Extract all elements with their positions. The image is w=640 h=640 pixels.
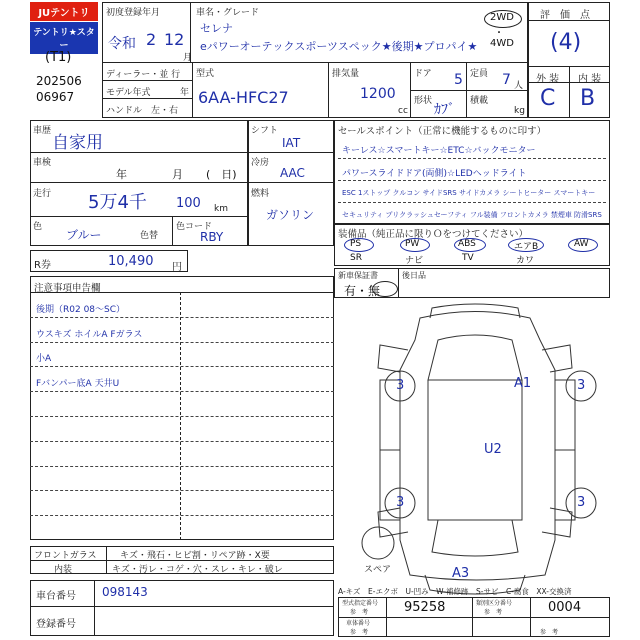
exterior-label: 外 装: [536, 74, 560, 85]
fuel-label: 燃料: [251, 189, 270, 199]
mark-u2: U2: [484, 442, 502, 457]
equip-airbag: エアB: [514, 242, 539, 252]
capacity-unit: 人: [514, 81, 524, 91]
chassis-label: 車台番号: [36, 591, 76, 602]
class-sub-2: 参 考: [540, 629, 559, 636]
doors-label: ドア: [414, 69, 432, 79]
recycle-label: R券: [34, 260, 51, 271]
inspection-month: 月: [172, 168, 183, 181]
sales-point-line-3: ESC 1ストップ クルコン サイドSRS サイドカメラ シートヒーター スマートキー: [342, 189, 596, 197]
equip-aw: AW: [574, 239, 589, 249]
class-number-value: 0004: [548, 600, 582, 615]
evaluation-score: (4): [550, 30, 582, 55]
ac-value: AAC: [280, 166, 305, 180]
capacity-label: 定員: [470, 69, 489, 79]
drive-dot: ・: [494, 28, 504, 39]
notes-label: 注意事項申告欄: [34, 283, 101, 294]
recycle-unit: 円: [172, 262, 182, 273]
inspection-label: 車検: [33, 158, 52, 168]
mark-a1: A1: [514, 376, 532, 391]
mark-a3: A3: [452, 566, 470, 581]
logo-top: JUテントリ: [30, 2, 98, 21]
interior-label: 内 装: [578, 74, 602, 85]
load-unit: kg: [514, 106, 525, 116]
front-glass-label: フロントガラス: [34, 551, 97, 561]
equip-navi: ナビ: [405, 256, 424, 266]
displacement-value: 1200: [360, 86, 396, 102]
notes-box: [30, 276, 334, 540]
load-label: 積載: [470, 96, 489, 106]
capacity-value: 7: [502, 72, 511, 88]
inspection-year: 年: [116, 168, 127, 181]
id-line1: 202506: [36, 74, 82, 88]
mileage-unit: km: [214, 204, 228, 214]
color-code-label: 色コード: [176, 222, 213, 232]
evaluation-label: 評 価 点: [540, 10, 590, 21]
sales-point-line-4: セキュリティ プリクラッシュセーフティ フル装備 フロントカメラ 禁煙車 防滑SRS: [342, 211, 602, 219]
mark-rear-right-tyre: 3: [577, 495, 586, 510]
registration-month-unit: 月: [183, 53, 193, 63]
class-number-sub: 参 考: [484, 609, 503, 616]
shape-label: 形状: [414, 96, 433, 106]
interior-grade: B: [580, 86, 596, 111]
color-change-label: 色替: [140, 231, 159, 241]
shift-label: シフト: [251, 126, 279, 136]
type-label: 型式: [196, 69, 215, 79]
interior-cond-value: キズ・汚レ・コゲ・穴・スレ・キレ・破レ: [112, 565, 283, 575]
usage-label: 車歴: [33, 126, 52, 136]
model-year-label: モデル年式: [106, 88, 151, 98]
inspection-day: ( 日): [206, 168, 237, 181]
equip-sr: SR: [350, 253, 362, 263]
type-number-sub: 参 考: [350, 609, 369, 616]
mileage-value: 5万4千: [88, 192, 147, 213]
mileage-label: 走行: [33, 189, 52, 199]
lot-code: (T1): [45, 50, 72, 65]
sales-point-line-2: パワースライドドア(両側)☆LEDヘッドライト: [342, 169, 527, 179]
registration-label: 初度登録年月: [106, 8, 161, 18]
color-value: ブルー: [66, 228, 102, 242]
new-car-warranty-label: 新車保証書: [338, 271, 378, 280]
shift-value: IAT: [282, 136, 301, 150]
later-date-label: 後日品: [402, 271, 426, 280]
type-value: 6AA-HFC27: [198, 88, 289, 107]
car-label: 車名・グレード: [196, 8, 260, 18]
shape-value: ｶﾌﾞ: [434, 102, 455, 118]
sales-points-label: セールスポイント（正常に機能するものに印す）: [338, 126, 547, 137]
registration-year: 2: [146, 30, 157, 49]
equipment-label: 装備品（純正品に限りＯをつけてください）: [338, 229, 529, 240]
equip-leather: カワ: [516, 256, 535, 266]
note-line: Fバンパー底A 天井U: [36, 379, 120, 390]
type-number-value: 95258: [404, 600, 446, 615]
note-line: 小A: [36, 354, 52, 365]
note-line: ウスキズ ホイルA Fガラス: [36, 329, 143, 340]
id-line2: 06967: [36, 90, 75, 104]
fuel-value: ガソリン: [266, 208, 315, 222]
car-grade: eパワーオーテックスポーツスペック★後期★プロパイ★: [200, 40, 478, 53]
displacement-label: 排気量: [332, 69, 360, 79]
body-number-label: 車体番号: [346, 620, 371, 627]
doors-value: 5: [454, 72, 463, 88]
usage-value: 自家用: [52, 133, 103, 153]
equip-ps: PS: [350, 239, 362, 249]
sales-point-line-1: キーレス☆スマートキー☆ETC☆バックモニター: [342, 146, 536, 156]
front-glass-value: キズ・飛石・ヒビ割・リペア跡・X要: [120, 551, 270, 561]
interior-cond-label: 内装: [54, 565, 73, 575]
recycle-value: 10,490: [108, 254, 154, 269]
spare-label: スペア: [364, 565, 392, 575]
mileage-extra: 100: [176, 196, 201, 211]
registration-number-label: 登録番号: [36, 619, 76, 630]
color-label: 色: [33, 222, 43, 232]
chassis-value: 098143: [102, 585, 148, 599]
displacement-unit: cc: [398, 106, 408, 116]
drive-4wd: 4WD: [490, 38, 514, 49]
color-code-value: RBY: [200, 230, 224, 244]
model-year-unit: 年: [180, 88, 190, 98]
equip-pw: PW: [405, 239, 420, 249]
ac-label: 冷房: [251, 158, 270, 168]
equip-abs: ABS: [458, 239, 476, 249]
registration-month: 12: [164, 30, 185, 49]
type-number-label: 型式指定番号: [342, 600, 379, 607]
mark-front-left-tyre: 3: [396, 378, 405, 393]
mark-rear-left-tyre: 3: [396, 495, 405, 510]
damage-legend: A-キズ E-エクボ U-凹み W-補修跡 S-サビ C-腐食 XX-交換済: [338, 587, 572, 596]
note-line: 後期（R02 08～SC）: [36, 304, 126, 315]
logo-bottom: テントリ★スター: [30, 22, 98, 54]
dealer-label: ディーラー・並 行: [106, 70, 181, 80]
mark-front-right-tyre: 3: [577, 378, 586, 393]
drive-2wd: 2WD: [490, 12, 514, 23]
equip-tv: TV: [462, 253, 474, 263]
exterior-grade: C: [540, 86, 556, 111]
class-number-label: 類別区分番号: [476, 600, 513, 607]
top-section: [102, 2, 528, 118]
logo: [30, 2, 98, 51]
car-name: セレナ: [200, 22, 233, 35]
handle-label: ハンドル 左・右: [106, 106, 179, 116]
registration-era: 令和: [108, 36, 136, 52]
warranty-value: 有・無: [344, 284, 381, 298]
body-number-sub: 参 考: [350, 629, 369, 636]
